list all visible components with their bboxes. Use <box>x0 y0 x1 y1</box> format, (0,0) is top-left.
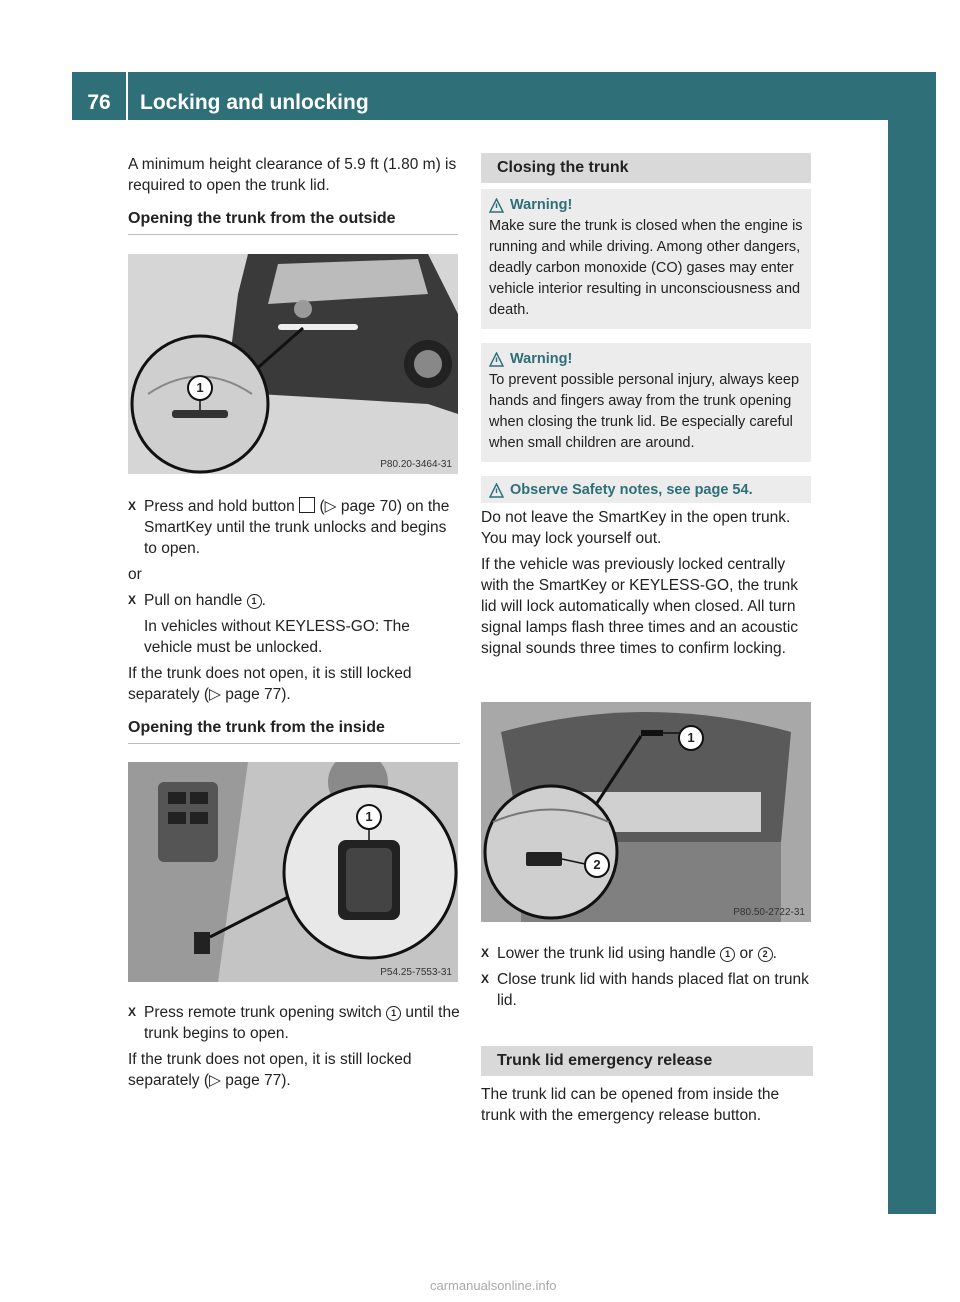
car-rear-illustration <box>128 254 458 474</box>
step-press-button <box>128 496 460 559</box>
safety-note <box>489 480 803 501</box>
or-text: or <box>128 566 142 583</box>
auto-lock-text: If the vehicle was previously locked centrally with the SmartKey or KEYLESS-GO, the trunk lid will lock automatically when closed. All turn signal lamps flash three times and an acoustic signal sounds three times to confirm locking. <box>481 556 799 657</box>
emergency-text: The trunk lid can be opened from inside the trunk with the emergency release button. <box>481 1086 780 1124</box>
warning-1-label: Warning! <box>510 197 573 213</box>
header-divider <box>126 72 128 120</box>
safety-note-text: Observe Safety notes, see page 54. <box>510 482 753 498</box>
trunk-inside-image <box>128 762 458 982</box>
page-number: 76 <box>87 91 111 114</box>
warning-2-title <box>489 349 803 370</box>
callout-ref-1: 1 <box>386 1006 401 1021</box>
callout-ref-1: 1 <box>720 947 735 962</box>
callout-1: 1 <box>187 375 213 401</box>
trunk-lid-illustration <box>481 702 811 922</box>
side-tab-label: Controls in detail <box>900 160 922 324</box>
step3-text-a: Press remote trunk opening switch <box>144 1004 382 1021</box>
trunk-lid-image <box>481 702 811 922</box>
page-header <box>72 72 888 120</box>
left-column <box>128 154 458 235</box>
warning-icon <box>489 483 504 498</box>
page-title: Locking and unlocking <box>140 91 369 114</box>
step4-text-a: Lower the trunk lid using handle <box>497 945 716 962</box>
keyless-note: In vehicles without KEYLESS-GO: The vehicle must be unlocked. <box>144 618 410 656</box>
callout-ref-1: 1 <box>247 594 262 609</box>
step-press-switch <box>128 1002 460 1044</box>
warning-2-text: To prevent possible personal injury, always keep hands and fingers away from the trunk opening when closing the trunk lid. Be especially careful when small children are around. <box>489 372 800 451</box>
right-column <box>481 153 811 659</box>
inside-heading: Opening the trunk from the inside <box>128 717 460 744</box>
closing-heading: Closing the trunk <box>481 153 811 183</box>
safety-note-box <box>481 476 811 503</box>
outside-heading: Opening the trunk from the outside <box>128 208 458 235</box>
callout-2: 2 <box>584 852 610 878</box>
door-panel-illustration <box>128 762 458 982</box>
step2-text-b: . <box>261 592 266 609</box>
step4-text-b: . <box>772 945 777 962</box>
smartkey-note: Do not leave the SmartKey in the open trunk. You may lock yourself out. <box>481 509 791 547</box>
image-code: P54.25-7553-31 <box>380 967 452 978</box>
warning-1-title <box>489 195 803 216</box>
step1-text-a: Press and hold button <box>144 498 295 515</box>
still-locked-text-1: If the trunk does not open, it is still locked separately (▷ page 77). <box>128 665 412 703</box>
still-locked-text-2: If the trunk does not open, it is still locked separately (▷ page 77). <box>128 1051 412 1089</box>
callout-1: 1 <box>356 804 382 830</box>
trunk-key-icon <box>299 497 315 513</box>
image-code: P80.20-3464-31 <box>380 459 452 470</box>
step-pull-handle <box>128 590 460 611</box>
right-column-bottom <box>481 943 813 1126</box>
warning-box-2 <box>481 343 811 462</box>
warning-2-label: Warning! <box>510 351 573 367</box>
callout-1: 1 <box>678 725 704 751</box>
image-code: P80.50-2722-31 <box>733 907 805 918</box>
intro-text: A minimum height clearance of 5.9 ft (1.80 m) is required to open the trunk lid. <box>128 156 457 194</box>
left-column-steps <box>128 496 460 744</box>
warning-icon <box>489 198 504 213</box>
step2-text-a: Pull on handle <box>144 592 243 609</box>
step1-text-b: (▷ page 70) on the SmartKey until the trunk unlocks and begins to open. <box>144 498 450 557</box>
emergency-heading: Trunk lid emergency release <box>481 1046 813 1076</box>
step-lower-lid <box>481 943 813 964</box>
warning-box-1 <box>481 189 811 329</box>
trunk-outside-image <box>128 254 458 474</box>
left-column-bottom <box>128 1002 460 1091</box>
warning-icon <box>489 352 504 367</box>
step3-text-b: until the trunk begins to open. <box>144 1004 460 1042</box>
warning-1-text: Make sure the trunk is closed when the engine is running and while driving. Among other dangers, deadly carbon monoxide (CO) gases may enter vehicle interior resulting in unconsciousness and death. <box>489 218 803 318</box>
step4-or: or <box>739 945 754 962</box>
step-close-lid: X Close trunk lid with hands placed flat on trunk lid. <box>481 969 813 1011</box>
watermark: carmanualsonline.info <box>430 1278 557 1293</box>
callout-ref-2: 2 <box>758 947 773 962</box>
